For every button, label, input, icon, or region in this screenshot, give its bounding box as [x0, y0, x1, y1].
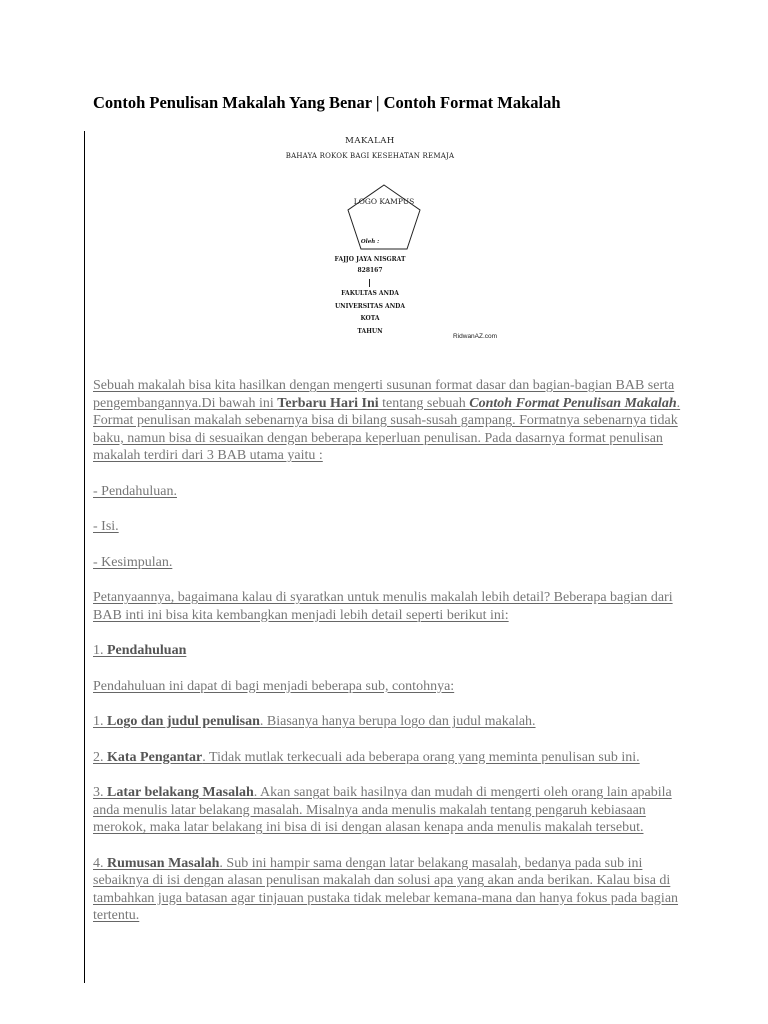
cover-faculty: FAKULTAS ANDA [341, 290, 399, 297]
sub-item-kata-pengantar [93, 749, 693, 767]
article-body [93, 377, 693, 943]
sub-text: . Tidak mutlak terkecuali ada beberapa orang yang meminta penulisan sub ini. [202, 749, 640, 765]
cover-watermark: RidwanAZ.com [453, 333, 498, 340]
cover-heading: MAKALAH [345, 136, 395, 146]
section-heading [93, 642, 693, 660]
sub-text: . Sub ini hampir sama dengan latar belakang masalah, bedanya pada sub ini sebaiknya di isi dengan alasan penulisan makalah dan solusi apa yang akan anda berikan. Kalau bisa di tambahkan juga batasan agar tinjauan pustaka tidak melebar kemana-mana dan hanya fokus pada bagian tertentu. [93, 855, 679, 923]
bab-item-kesimpulan: - Kesimpulan. [93, 554, 173, 570]
sub-title: Latar belakang Masalah [107, 785, 254, 800]
cover-oleh: Oleh : [360, 239, 380, 245]
sub-title: Kata Pengantar [107, 749, 203, 765]
sub-number: 1. [93, 714, 107, 729]
sub-item-logo [93, 713, 693, 731]
cover-title: BAHAYA ROKOK BAGI KESEHATAN REMAJA [285, 152, 455, 160]
page-title: Contoh Penulisan Makalah Yang Benar | Contoh Format Makalah [93, 93, 561, 112]
cover-city: KOTA [360, 315, 380, 322]
sub-text: . Akan sangat baik hasilnya dan mudah di mengerti oleh orang lain apabila anda menulis latar belakang masalah. Misalnya anda menulis makalah tentang pengaruh kebiasaan merokok, maka latar belakang ini bisa di isi dengan alasan kenapa anda menulis makalah tersebut. [93, 785, 672, 835]
cover-divider [369, 279, 370, 287]
section-title: Pendahuluan [107, 643, 187, 658]
sub-number: 2. [93, 749, 107, 765]
sub-item-latar-belakang [93, 784, 693, 837]
sub-number: 3. [93, 785, 107, 800]
sub-title: Rumusan Masalah [107, 855, 220, 871]
cover-year: TAHUN [357, 328, 383, 335]
sub-title: Logo dan judul penulisan [107, 714, 260, 729]
section-number: 1. [93, 643, 107, 658]
intro-emphasis: Contoh Format Penulisan Makalah [469, 395, 677, 411]
intro-text: Sebuah makalah bisa kita hasilkan dengan mengerti susunan format dasar dan bagian-bagian BAB serta pengembangannya.Di bawah ini [93, 378, 675, 411]
intro-paragraph [93, 377, 693, 412]
intro-bold-link[interactable]: Terbaru Hari Ini [277, 395, 379, 411]
section-intro: Pendahuluan ini dapat di bagi menjadi beberapa sub, contohnya: [93, 678, 455, 694]
intro-text-end: . [676, 395, 681, 411]
cover-author: FAJJO JAYA NISGRAT [334, 256, 406, 263]
left-margin-rule [84, 131, 85, 983]
sub-text: . Biasanya hanya berupa logo dan judul makalah. [259, 714, 536, 729]
bab-item-pendahuluan: - Pendahuluan. [93, 483, 177, 499]
cover-page-image [250, 130, 540, 345]
cover-nim: 828167 [357, 267, 383, 274]
format-paragraph: Format penulisan makalah sebenarnya bisa di bilang susah-susah gampang. Formatnya sebenarnya tidak baku, namun bisa di sesuaikan dengan beberapa keperluan penulisan. Pada dasarnya format penulisan makalah terdiri dari 3 BAB utama yaitu : [93, 413, 678, 463]
cover-university: UNIVERSITAS ANDA [334, 303, 406, 310]
logo-label: LOGO KAMPUS [353, 197, 415, 206]
question-paragraph: Petanyaannya, bagaimana kalau di syaratkan untuk menulis makalah lebih detail? Beberapa bagian dari BAB inti ini bisa kita kembangkan menjadi lebih detail seperti berikut ini: [93, 590, 673, 623]
sub-number: 4. [93, 855, 107, 871]
sub-item-rumusan-masalah [93, 855, 693, 925]
bab-item-isi: - Isi. [93, 519, 119, 534]
intro-text-2: tentang sebuah [378, 395, 470, 411]
